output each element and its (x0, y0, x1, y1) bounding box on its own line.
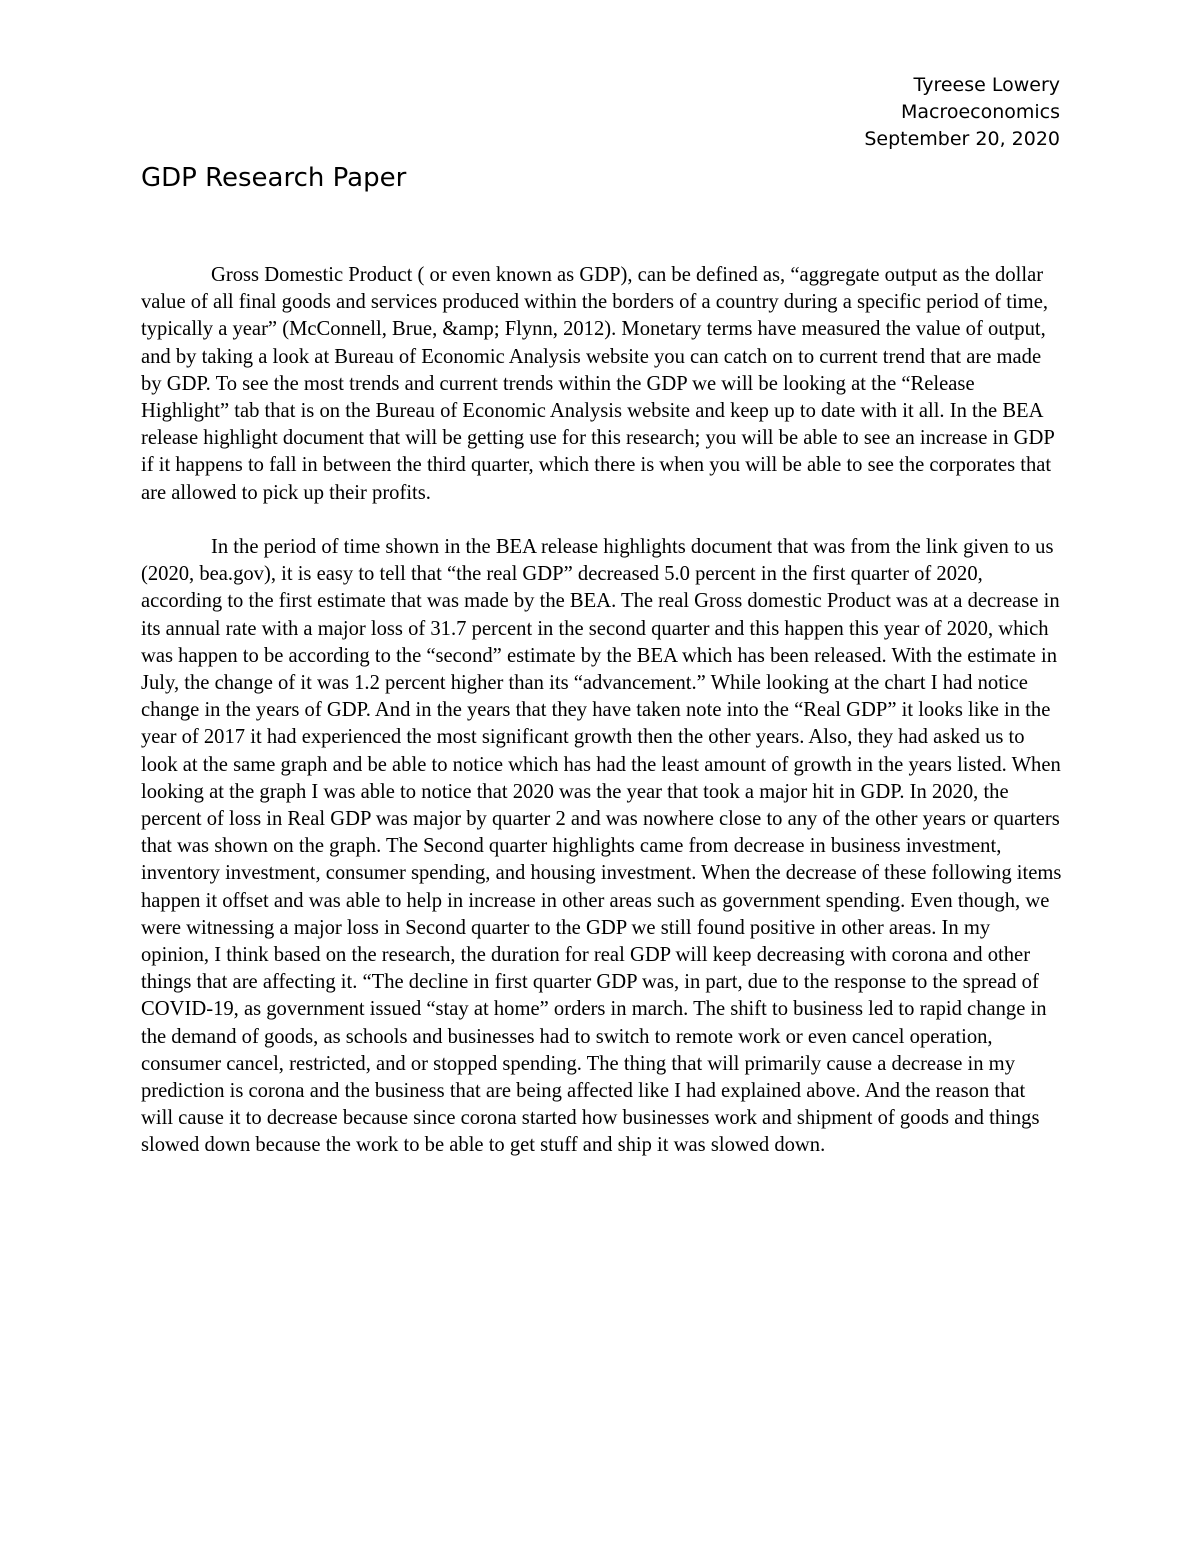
course-name: Macroeconomics (900, 101, 1060, 123)
author-header (864, 72, 1060, 153)
author-name: Tyreese Lowery (913, 74, 1060, 96)
document-date: September 20, 2020 (864, 128, 1060, 150)
page-title: GDP Research Paper (141, 163, 407, 193)
document-body (141, 262, 1062, 1160)
paragraph-2: In the period of time shown in the BEA release highlights document that was from the link given to us (2020, bea.gov), it is easy to tell that “the real GDP” decreased 5.0 percent in the first quarter of 2020, according to the first estimate that was made by the BEA. The real Gross domestic Product was at a decrease in its annual rate with a major loss of 31.7 percent in the second quarter and this happen this year of 2020, which was happen to be according to the “second” estimate by the BEA which has been released. With the estimate in July, the change of it was 1.2 percent higher than its “advancement.” While looking at the chart I had notice change in the years of GDP. And in the years that they have taken note into the “Real GDP” it looks like in the year of 2017 it had experienced the most significant growth then the other years. Also, they had asked us to look at the same graph and be able to notice which has had the least amount of growth in the years listed. When looking at the graph I was able to notice that 2020 was the year that took a major hit in GDP. In 2020, the percent of loss in Real GDP was major by quarter 2 and was nowhere close to any of the other years or quarters that was shown on the graph. The Second quarter highlights came from decrease in business investment, inventory investment, consumer spending, and housing investment. When the decrease of these following items happen it offset and was able to help in increase in other areas such as government spending. Even though, we were witnessing a major loss in Second quarter to the GDP we still found positive in other areas. In my opinion, I think based on the research, the duration for real GDP will keep decreasing with corona and other things that are affecting it. “The decline in first quarter GDP was, in part, due to the response to the spread of COVID-19, as government issued “stay at home” orders in march. The shift to business led to rapid change in the demand of goods, as schools and businesses had to switch to remote work or even cancel operation, consumer cancel, restricted, and or stopped spending. The thing that will primarily cause a decrease in my prediction is corona and the business that are being affected like I had explained above. And the reason that will cause it to decrease because since corona started how businesses work and shipment of goods and things slowed down because the work to be able to get stuff and ship it was slowed down. (141, 536, 1062, 1157)
paragraph-1: Gross Domestic Product ( or even known as GDP), can be defined as, “aggregate output as the dollar value of all final goods and services produced within the borders of a country during a specific period of time, typically a year” (McConnell, Brue, &amp; Flynn, 2012). Monetary terms have measured the value of output, and by taking a look at Bureau of Economic Analysis website you can catch on to current trend that are made by GDP. To see the most trends and current trends within the GDP we will be looking at the “Release Highlight” tab that is on the Bureau of Economic Analysis website and keep up to date with it all. In the BEA release highlight document that will be getting use for this research; you will be able to see an increase in GDP if it happens to fall in between the third quarter, which there is when you will be able to see the corporates that are allowed to pick up their profits. (141, 264, 1055, 504)
